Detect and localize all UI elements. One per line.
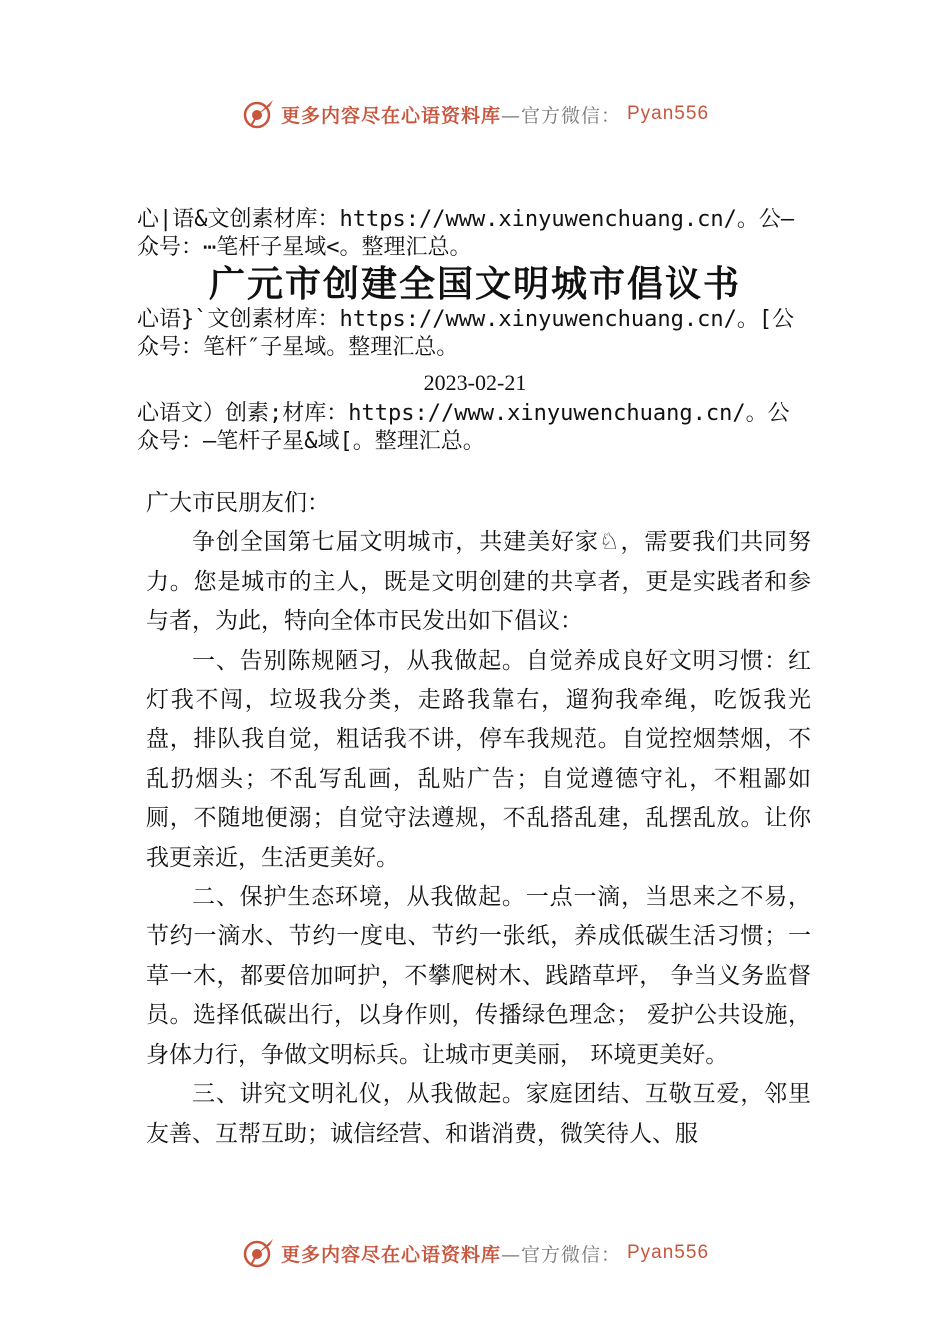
salutation: 广大市民朋友们： xyxy=(146,490,330,516)
document-date: 2023-02-21 xyxy=(423,370,527,395)
watermark-block xyxy=(137,400,827,456)
paragraph-three: 三、讲究文明礼仪，从我做起。家庭团结、互敬互爱，邻里友善、互帮互助；诚信经营、和谐消费，微笑待人、服 xyxy=(146,1081,811,1147)
banner-wechat-id: Pyan556 xyxy=(627,1242,710,1263)
footer-banner xyxy=(0,1233,950,1273)
paragraph-intro: 争创全国第七届文明城市，共建美好家♘，需要我们共同努力。您是城市的主人，既是文明创建的共享者，更是实践者和参与者，为此，特向全体市民发出如下倡议： xyxy=(146,529,811,635)
watermark-line: 心语文）创素;材库：https://www.xinyuwenchuang.cn/。公 xyxy=(137,401,790,426)
watermark-line: 众号：笔杆″子星域。整理汇总。 xyxy=(137,335,459,360)
document-title: 广元市创建全国文明城市倡议书 xyxy=(208,263,741,305)
quill-logo-icon xyxy=(241,1235,277,1271)
watermark-block xyxy=(137,306,827,362)
watermark-line: 众号：—笔杆子星&域[。整理汇总。 xyxy=(137,429,485,454)
document-body xyxy=(146,484,811,1154)
quill-logo-icon xyxy=(241,96,277,132)
watermark-line: 心语}`文创素材库：https://www.xinyuwenchuang.cn/。[公 xyxy=(137,307,795,332)
banner-red-text: 更多内容尽在心语资料库 xyxy=(280,104,501,127)
watermark-line: 众号：⋯笔杆子星域<。整理汇总。 xyxy=(137,235,472,260)
banner-gray-text: —官方微信： xyxy=(500,1243,621,1266)
header-banner xyxy=(0,94,950,134)
banner-red-text: 更多内容尽在心语资料库 xyxy=(280,1243,501,1266)
paragraph-one: 一、告别陈规陋习，从我做起。自觉养成良好文明习惯：红灯我不闯，垃圾我分类，走路我靠右，遛狗我牵绳，吃饭我光盘，排队我自觉，粗话我不讲，停车我规范。自觉控烟禁烟，不乱扔烟头；不乱写乱画，乱贴广告；自觉遵德守礼，不粗鄙如厕，不随地便溺；自觉守法遵规，不乱搭乱建，乱摆乱放。让你我更亲近，生活更美好。 xyxy=(146,647,811,871)
watermark-line: 心|语&文创素材库：https://www.xinyuwenchuang.cn/。公— xyxy=(137,207,795,232)
watermark-block xyxy=(137,206,827,262)
banner-wechat-id: Pyan556 xyxy=(627,103,710,124)
banner-gray-text: —官方微信： xyxy=(500,104,621,127)
paragraph-two: 二、保护生态环境，从我做起。一点一滴，当思来之不易，节约一滴水、节约一度电、节约一张纸，养成低碳生活习惯；一草一木，都要倍加呵护，不攀爬树木、践踏草坪， 争当义务监督员。选择低碳出行，以身作则，传播绿色理念； 爱护公共设施，身体力行，争做文明标兵。让城市更美丽， 环境更美好。 xyxy=(146,884,811,1068)
